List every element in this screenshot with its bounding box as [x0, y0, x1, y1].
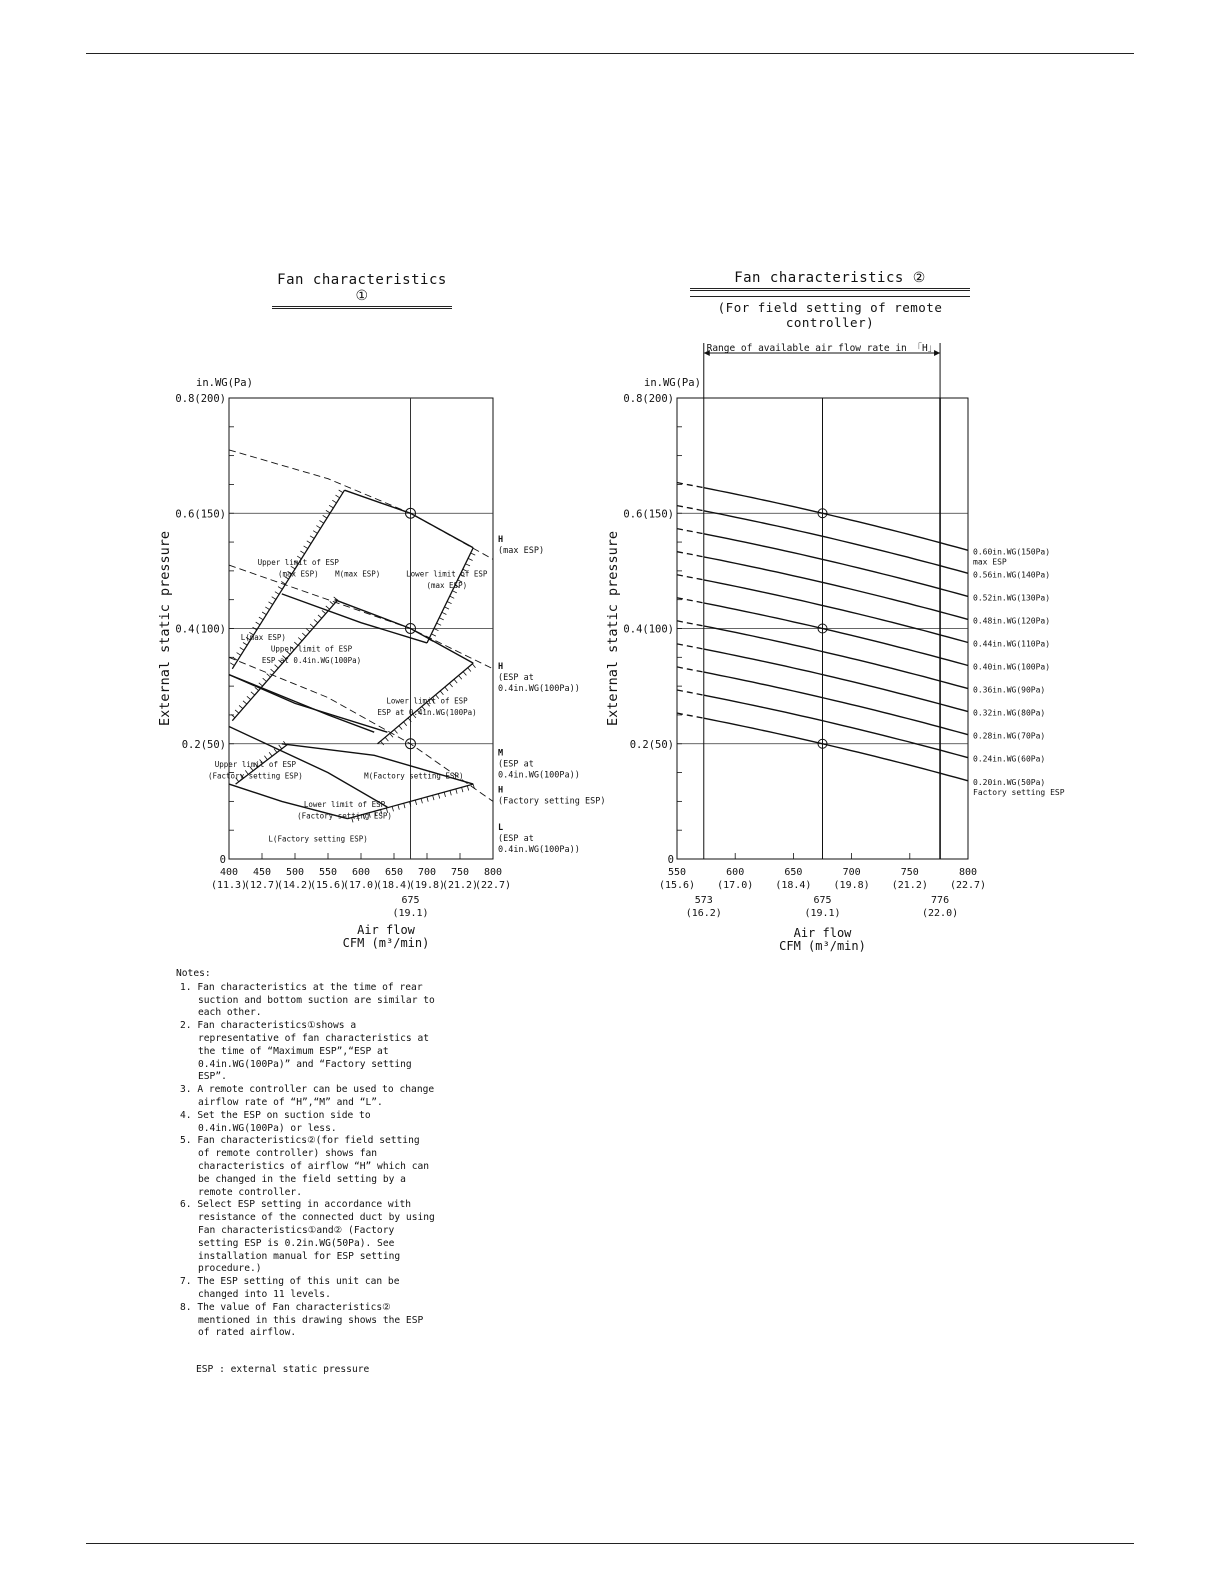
- chart1-curve-label: (max ESP): [277, 569, 319, 579]
- chart2-series-extension: [677, 667, 704, 672]
- chart2-series-extension: [677, 713, 704, 718]
- chart2-x-tick-metric: (22.7): [949, 880, 987, 891]
- chart1-y-tick-label: 0.2(50): [181, 738, 226, 751]
- chart2-series-extension: [677, 598, 704, 603]
- note-item-8: 8. The value of Fan characteristics② mentioned in this drawing shows the ESP of rated airflow.: [180, 1301, 424, 1339]
- note-item-6: 6. Select ESP setting in accordance with resistance of the connected duct by using Fan characteristics①and② (Factory setting ESP is 0.2in.WG(50Pa). See installation manual for ESP setting procedure.): [180, 1199, 435, 1275]
- chart2-extra-tick-label: 675: [813, 895, 832, 906]
- chart2-x-tick-label: 800: [958, 867, 978, 878]
- chart2-y-axis-label: External static pressure: [605, 530, 621, 727]
- chart1-x-tick-metric: (14.2): [276, 880, 314, 891]
- chart1-x-tick-metric: (17.0): [342, 880, 380, 891]
- chart1-series-line: [345, 490, 474, 548]
- chart2-series-line: [704, 718, 968, 781]
- chart2-title-text: Fan characteristics ②: [690, 270, 970, 291]
- chart1-right-label: 0.4in.WG(100Pa)): [498, 845, 580, 856]
- chart1-x-tick-metric: (21.2): [441, 880, 479, 891]
- chart1-right-label: (ESP at: [498, 672, 534, 683]
- chart1-x-tick-metric: (19.8): [408, 880, 446, 891]
- chart2-x-axis-label: Air flow: [793, 926, 852, 940]
- chart1-y-tick-label: 0.8(200): [175, 393, 226, 405]
- chart2-x-tick-label: 750: [900, 867, 919, 878]
- chart1-title-text: Fan characteristics ①: [272, 272, 452, 309]
- notes-footnote: ESP : external static pressure: [196, 1364, 370, 1376]
- note-item-4: 4. Set the ESP on suction side to 0.4in.WG(100Pa) or less.: [180, 1109, 371, 1134]
- notes-header: Notes:: [176, 968, 211, 979]
- chart1-rated-airflow-metric: (19.1): [392, 908, 429, 919]
- chart2-y-tick-label: 0.2(50): [629, 738, 674, 751]
- chart1-curve-label: (Factory setting ESP): [297, 811, 392, 821]
- chart1-y-tick-label: 0.4(100): [175, 623, 226, 636]
- chart1-right-label: (ESP at: [498, 759, 534, 770]
- chart1-curve-label: Upper limit of ESP: [257, 558, 339, 568]
- chart1-curve-label: (max ESP): [426, 581, 468, 591]
- chart2-series-extension: [677, 552, 704, 557]
- chart2-range-annotation: Range of available air flow rate in 「H」: [706, 343, 938, 354]
- chart1-x-tick-label: 450: [252, 867, 272, 878]
- chart2-series-extension: [677, 529, 704, 534]
- chart2-x-tick-metric: (19.8): [833, 880, 870, 891]
- chart1-limit-line: [232, 490, 344, 669]
- chart1-x-axis-units: CFM (m³/min): [342, 936, 430, 950]
- chart1-x-tick-label: 750: [450, 867, 470, 878]
- chart1-curve-label: L(max ESP): [240, 633, 286, 643]
- chart2-series-label: 0.52in.WG(130Pa): [973, 593, 1051, 603]
- chart1-series-line: [229, 675, 387, 733]
- chart1-x-tick-label: 600: [351, 867, 371, 878]
- chart2-extra-tick-label: 573: [694, 895, 713, 906]
- chart1-curve-label: (Factory setting ESP): [207, 771, 303, 781]
- chart1-curve-label: Lower limit of ESP: [303, 800, 386, 810]
- chart2-series-label: 0.40in.WG(100Pa): [973, 662, 1051, 672]
- chart1-x-tick-metric: (18.4): [375, 880, 413, 891]
- chart1-x-tick-label: 500: [285, 867, 305, 878]
- chart1-x-tick-metric: (11.3): [210, 880, 248, 891]
- chart2-y-tick-label: 0: [667, 854, 674, 866]
- chart1-right-label: (ESP at: [498, 834, 534, 845]
- chart1-curve-label: Lower limit of ESP: [386, 696, 468, 706]
- chart1-series-line: [229, 675, 374, 733]
- chart1-series-line: [282, 594, 427, 643]
- chart2-x-tick-metric: (21.2): [891, 880, 928, 891]
- chart1-right-label: 0.4in.WG(100Pa)): [498, 683, 580, 694]
- chart1-rated-airflow-label: 675: [401, 895, 420, 906]
- chart2-y-units: in.WG(Pa): [644, 377, 701, 389]
- chart2-series-extension: [677, 621, 704, 626]
- chart2-series-label: 0.48in.WG(120Pa): [973, 616, 1051, 626]
- chart1-x-tick-label: 700: [417, 867, 437, 878]
- chart1-y-tick-label: 0.6(150): [175, 508, 226, 521]
- chart1-right-label: 0.4in.WG(100Pa)): [498, 770, 580, 781]
- chart2-extra-tick-metric: (22.0): [922, 908, 959, 919]
- note-item-1: 1. Fan characteristics at the time of rear suction and bottom suction are similar to each other.: [180, 981, 435, 1019]
- chart2-x-tick-label: 550: [667, 867, 687, 878]
- chart1-curve-label: Upper limit of ESP: [214, 759, 297, 769]
- chart1-curve-label: Upper limit of ESP: [270, 644, 353, 654]
- note-item-2: 2. Fan characteristics①shows a representative of fan characteristics at the time of “Maximum ESP”,“ESP at 0.4in.WG(100Pa)” and “Factory setting ESP”.: [180, 1020, 430, 1083]
- chart2-y-tick-label: 0.6(150): [623, 508, 674, 521]
- chart2-subtitle: (For field setting of remote controller): [690, 296, 970, 330]
- chart2-series-label: 0.56in.WG(140Pa): [973, 570, 1051, 580]
- chart2-series-label: 0.28in.WG(70Pa): [973, 731, 1046, 741]
- chart1-x-tick-metric: (15.6): [309, 880, 347, 891]
- chart2-series-extension: [677, 690, 704, 695]
- chart1-right-label: (max ESP): [498, 546, 545, 557]
- chart2-series-label: 0.32in.WG(80Pa): [973, 708, 1046, 718]
- chart2-series-extension: [677, 506, 704, 511]
- chart2-x-tick-label: 650: [784, 867, 803, 878]
- chart1-y-units: in.WG(Pa): [196, 377, 253, 389]
- chart1-right-label: H: [498, 661, 504, 672]
- chart2-x-tick-label: 600: [726, 867, 745, 878]
- chart1-x-tick-label: 400: [219, 867, 239, 878]
- note-item-3: 3. A remote controller can be used to change airflow rate of “H”,“M” and “L”.: [180, 1084, 435, 1108]
- note-item-5: 5. Fan characteristics②(for field setting of remote controller) shows fan characteristics of airflow “H” which can be changed in the field setting by a remote controller.: [180, 1135, 430, 1198]
- chart2-series-label: 0.20in.WG(50Pa): [973, 777, 1046, 787]
- chart1-curve-label: L(Factory setting ESP): [268, 834, 368, 844]
- chart1-y-tick-label: 0: [219, 854, 226, 866]
- chart1-curve-label: ESP at 0.4in.WG(100Pa): [377, 707, 477, 717]
- chart2-x-tick-metric: (18.4): [775, 880, 812, 891]
- chart1-curve-label: M(Factory setting ESP): [364, 771, 464, 781]
- chart1-right-label: L: [498, 823, 504, 834]
- chart2-series-label: max ESP: [973, 557, 1007, 567]
- chart1-x-tick-metric: (12.7): [243, 880, 281, 891]
- chart2-series-label: Factory setting ESP: [973, 787, 1065, 797]
- chart1-x-tick-metric: (22.7): [474, 880, 512, 891]
- chart2-y-tick-label: 0.4(100): [623, 623, 674, 636]
- chart2-x-tick-label: 700: [842, 867, 861, 878]
- chart2-y-tick-label: 0.8(200): [623, 393, 674, 405]
- chart2-series-extension: [677, 575, 704, 580]
- chart2-extra-tick-label: 776: [931, 895, 950, 906]
- chart1-right-label: H: [498, 535, 504, 546]
- chart1-curve-label: ESP at 0.4in.WG(100Pa): [261, 656, 362, 666]
- chart1-right-label: M: [498, 748, 504, 759]
- chart1-series-line: [229, 450, 493, 559]
- chart2-x-tick-metric: (17.0): [717, 880, 754, 891]
- chart1-x-tick-label: 650: [384, 867, 404, 878]
- chart2-x-axis-units: CFM (m³/min): [779, 939, 866, 953]
- chart1-y-axis-label: External static pressure: [157, 530, 173, 727]
- chart2-series-extension: [677, 644, 704, 649]
- chart1-curve-label: Lower limit of ESP: [406, 569, 488, 579]
- chart1-curve-label: M(max ESP): [335, 569, 381, 579]
- note-item-7: 7. The ESP setting of this unit can be changed into 11 levels.: [180, 1276, 400, 1300]
- notes: [176, 968, 436, 1377]
- chart2-x-tick-metric: (15.6): [658, 880, 696, 891]
- chart2-series-label: 0.60in.WG(150Pa): [973, 547, 1051, 557]
- chart1-right-label: H: [498, 785, 504, 796]
- chart2-series-label: 0.24in.WG(60Pa): [973, 754, 1046, 764]
- chart1-right-label: (Factory setting ESP): [498, 796, 606, 807]
- chart2-extra-tick-metric: (19.1): [804, 908, 841, 919]
- chart1-x-axis-label: Air flow: [357, 923, 415, 937]
- chart1-x-tick-label: 550: [318, 867, 338, 878]
- chart2-series-label: 0.36in.WG(90Pa): [973, 685, 1046, 695]
- chart2-series-label: 0.44in.WG(110Pa): [973, 639, 1051, 649]
- chart2-extra-tick-metric: (16.2): [685, 908, 722, 919]
- chart1-x-tick-label: 800: [483, 867, 503, 878]
- chart2-series-extension: [677, 483, 704, 488]
